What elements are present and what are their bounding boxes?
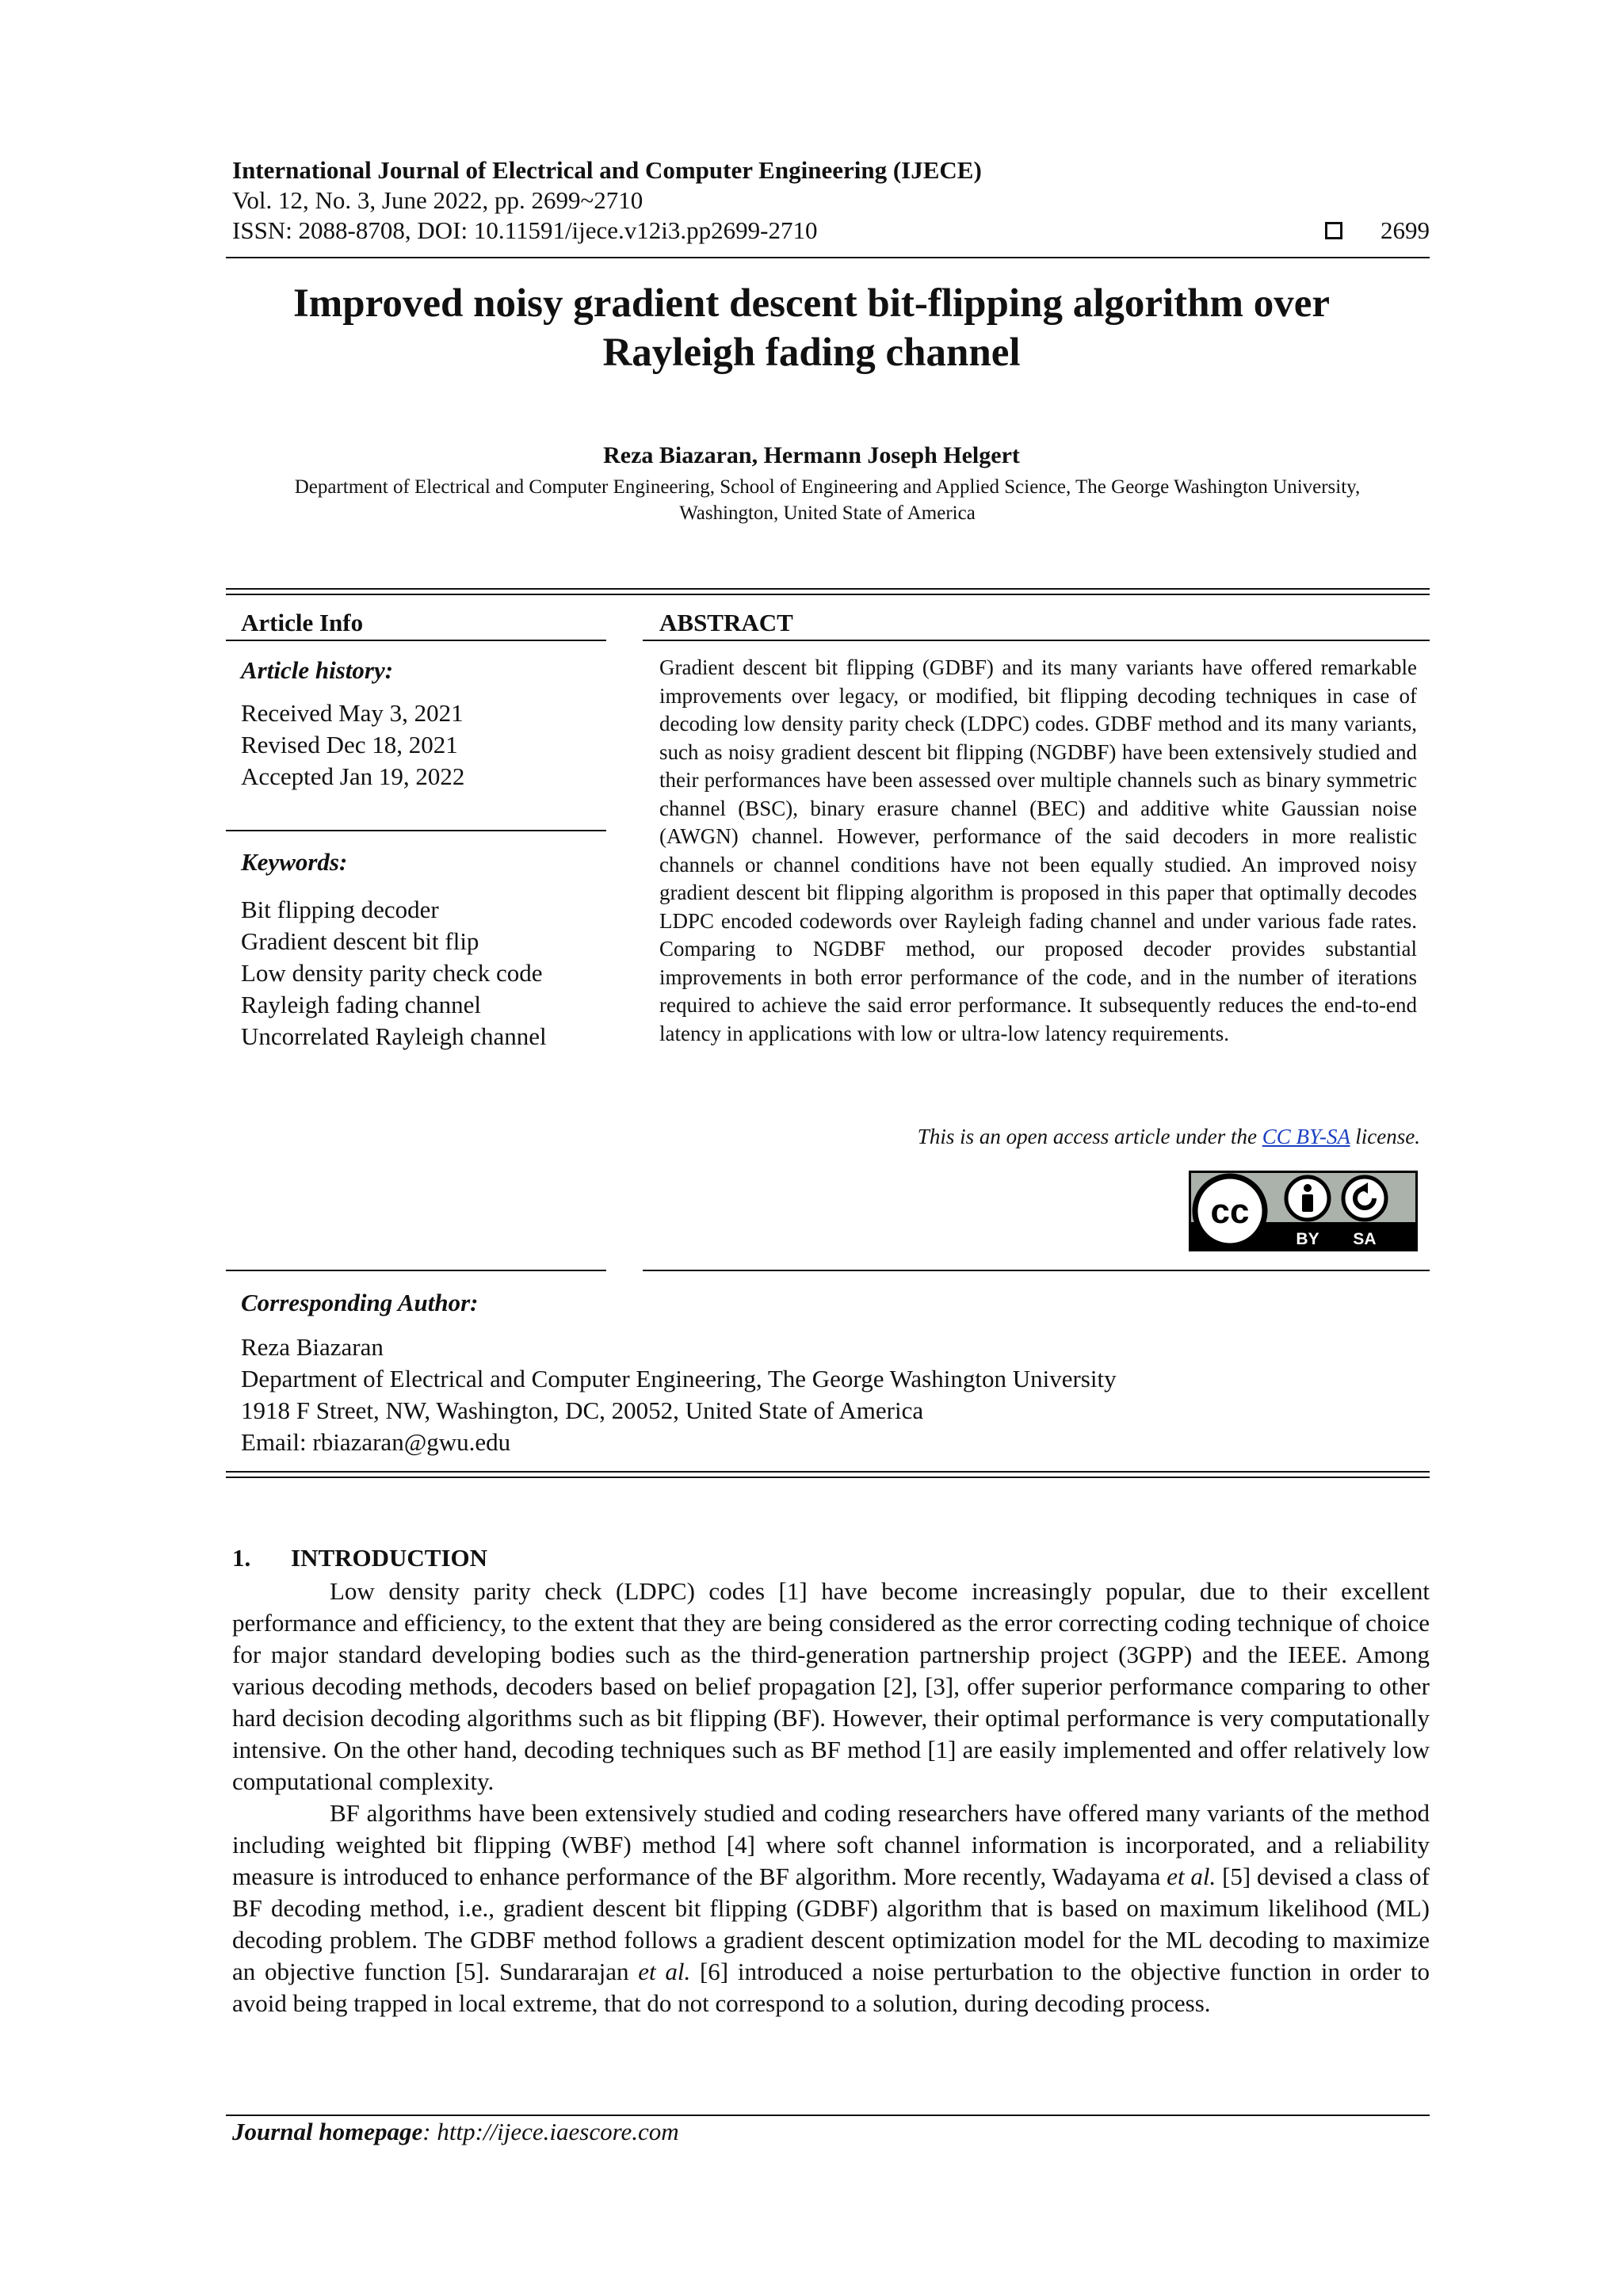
affiliation-line: Department of Electrical and Computer Engineering, School of Engineering and Applied Science, The George Washington University, [294, 476, 1361, 498]
abstract-heading: ABSTRACT [659, 609, 793, 636]
journal-issn-doi: ISSN: 2088-8708, DOI: 10.11591/ijece.v12i3.pp2699-2710 [232, 216, 818, 244]
corresponding-line: Reza Biazaran [241, 1333, 384, 1361]
license-prefix: This is an open access article under the [917, 1125, 1262, 1148]
text-run-italic: et al. [638, 1958, 691, 1985]
header-rule [226, 257, 1430, 258]
article-info-heading: Article Info [241, 609, 364, 636]
page-number-block [1325, 216, 1430, 246]
title-line: Improved noisy gradient descent bit-flipping algorithm over [292, 281, 1331, 326]
keywords-heading: Keywords: [241, 848, 348, 876]
affiliation [222, 474, 1433, 526]
homepage-label: Journal homepage [232, 2118, 423, 2145]
affiliation-line: Washington, United State of America [679, 502, 976, 524]
keyword-item: Bit flipping decoder [241, 896, 439, 923]
corresponding-line: 1918 F Street, NW, Washington, DC, 20052, United State of America [241, 1396, 924, 1424]
info-top-rule [226, 588, 1430, 590]
keywords-list [241, 894, 547, 1052]
text-run-italic: et al. [1167, 1862, 1216, 1890]
article-info-bottom-rule [226, 1270, 606, 1271]
paper-title [190, 279, 1433, 377]
journal-volume: Vol. 12, No. 3, June 2022, pp. 2699~2710 [232, 186, 643, 214]
info-bottom-rule [226, 1477, 1430, 1478]
introduction-body [232, 1576, 1430, 2019]
history-item: Accepted Jan 19, 2022 [241, 762, 465, 790]
abstract-bottom-rule [643, 1270, 1430, 1271]
section-title: INTRODUCTION [291, 1544, 488, 1572]
corresponding-line: Email: rbiazaran@gwu.edu [241, 1428, 511, 1456]
cc-by-sa-badge-icon[interactable] [1189, 1171, 1418, 1251]
info-bottom-rule [226, 1471, 1430, 1473]
keyword-item: Uncorrelated Rayleigh channel [241, 1022, 547, 1050]
corresponding-line: Department of Electrical and Computer Engineering, The George Washington University [241, 1365, 1117, 1392]
corresponding-details [241, 1331, 1117, 1458]
license-note [918, 1125, 1420, 1149]
article-info-rule [226, 640, 606, 641]
title-line: Rayleigh fading channel [602, 330, 1021, 375]
journal-homepage [232, 2118, 679, 2146]
keyword-item: Rayleigh fading channel [241, 991, 482, 1018]
section-number: 1. [232, 1544, 251, 1572]
sa-label: SA [1353, 1230, 1377, 1248]
footer-rule [226, 2115, 1430, 2116]
text-run: BF algorithms have been extensively studied and coding researchers have offered many variants of the method including weighted bit flipping (WBF) method [4] where soft channel information is incorporated, and a reliability measure is introduced to enhance performance of the BF algorithm. More recently, Wadayama [232, 1799, 1430, 1890]
abstract-text: Gradient descent bit flipping (GDBF) and its many variants have offered remarkable improvements over legacy, or modified, bit flipping decoding techniques in case of decoding low density parity check (LDPC) codes. GDBF method and its many variants, such as noisy gradient descent bit flipping (NGDBF) have been extensively studied and their performances have been assessed over multiple channels such as binary symmetric channel (BSC), binary erasure channel (BEC) and additive white Gaussian noise (AWGN) channel. However, performance of the said decoders in more realistic channels or channel conditions have not been equally studied. An improved noisy gradient descent bit flipping algorithm is proposed in this paper that optimally decodes LDPC encoded codewords over Rayleigh fading channel and under various fade rates. Comparing to NGDBF method, our proposed decoder provides substantial improvements in both error performance of the code, and in the number of iterations required to achieve the said error performance. It subsequently reduces the end-to-end latency in applications with low or ultra-low latency requirements. [659, 655, 1417, 1045]
license-link[interactable]: CC BY-SA [1262, 1125, 1350, 1148]
license-suffix: license. [1350, 1125, 1420, 1148]
corresponding-heading: Corresponding Author: [241, 1289, 479, 1316]
by-label: BY [1296, 1230, 1319, 1248]
section-heading-introduction [232, 1544, 487, 1572]
article-history-list [241, 697, 464, 793]
square-bullet-icon [1325, 222, 1342, 239]
history-item: Revised Dec 18, 2021 [241, 731, 458, 758]
article-history-heading: Article history: [241, 656, 394, 684]
text-run: [5] devised a class of BF decoding method, i.e., gradient descent bit flipping (GDBF) algorithm that is based on maximum likelihood (ML) decoding problem. The GDBF method follows a gradient descent optimization model for the ML decoding to maximize an objective function [5]. Sundararajan [232, 1862, 1430, 1985]
journal-name: International Journal of Electrical and Computer Engineering (IJECE) [232, 156, 982, 184]
paragraph [232, 1797, 1430, 2019]
homepage-url[interactable]: : http://ijece.iaescore.com [422, 2118, 679, 2145]
history-item: Received May 3, 2021 [241, 699, 464, 727]
authors: Reza Biazaran, Hermann Joseph Helgert [603, 442, 1020, 468]
info-top-rule [226, 594, 1430, 595]
paragraph: Low density parity check (LDPC) codes [1] have become increasingly popular, due to their excellent performance and efficiency, to the extent that they are being considered as the error correcting coding technique of choice for major standard developing bodies such as the third-generation partnership project (3GPP) and the IEEE. Among various decoding methods, decoders based on belief propagation [2], [3], offer superior performance comparing to other hard decision decoding algorithms such as bit flipping (BF). However, their optimal performance is very computationally intensive. On the other hand, decoding techniques such as BF method [1] are easily implemented and offer relatively low computational complexity. [232, 1577, 1430, 1795]
cc-label: cc [1210, 1192, 1250, 1231]
keyword-item: Gradient descent bit flip [241, 927, 479, 955]
keywords-rule [226, 830, 606, 831]
keyword-item: Low density parity check code [241, 959, 543, 987]
abstract-rule [643, 640, 1430, 641]
page-number: 2699 [1381, 216, 1430, 244]
text-run: [6] introduced a noise perturbation to the objective function in order to avoid being trapped in local extreme, that do not correspond to a solution, during decoding process. [232, 1958, 1430, 2017]
